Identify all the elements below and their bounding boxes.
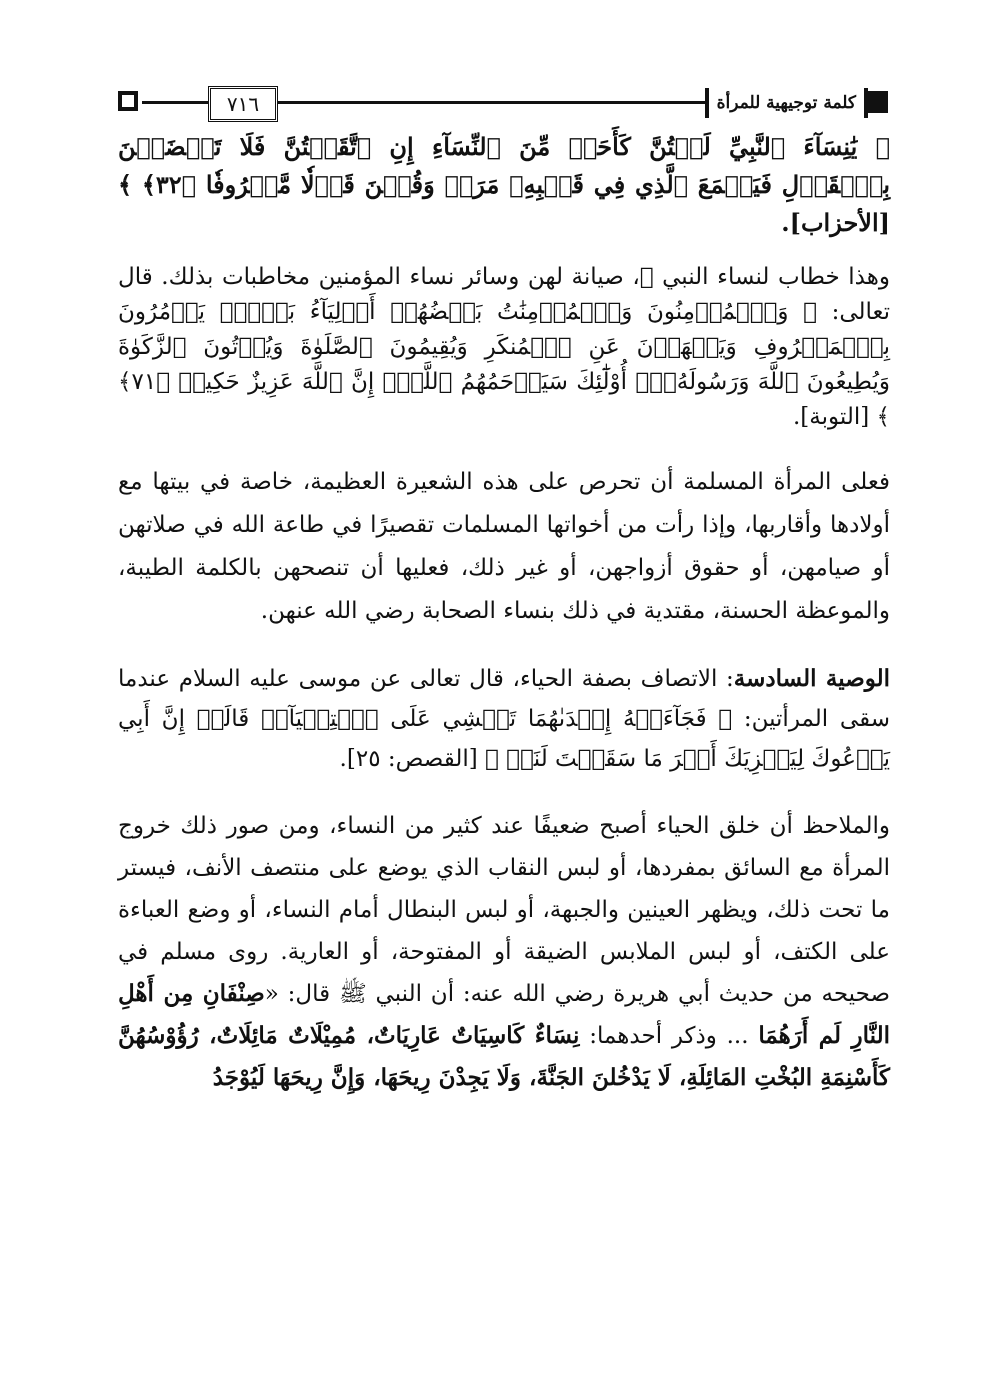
header-ornament <box>868 91 888 113</box>
section-heading: الوصية السادسة <box>733 665 891 692</box>
page-number: ٧١٦ <box>208 86 278 122</box>
text: ... وذكر أحدهما: <box>579 1023 759 1049</box>
hadith: نِسَاءٌ كَاسِيَاتٌ عَارِيَاتٌ، مُمِيْلَاتٌ مَائِلَاتٌ، رُؤُوْسُهُنَّ كَأَسْنِمَةِ البُخْتِ المَائِلَةِ، لَا يَدْخُلنَ الجَنَّةَ، وَلَا يَجِدْنَ رِيحَهَا، وَإِنَّ رِيحَهَا لَيُوْجَدُ <box>118 1022 890 1091</box>
page-body <box>118 128 890 1117</box>
quran-verse: ﴿ يَٰنِسَآءَ ٱلنَّبِيِّ لَسۡتُنَّ كَأَحَدٖ مِّنَ ٱلنِّسَآءِ إِنِ ٱتَّقَيۡتُنَّ فَلَا تَخۡضَعۡنَ بِٱلۡقَوۡلِ فَيَطۡمَعَ ٱلَّذِي فِي قَلۡبِهِۦ مَرَضٞ وَقُلۡنَ قَوۡلٗا مَّعۡرُوفٗا ﴿٣٢﴾ ﴾ [الأحزاب]. <box>118 132 890 237</box>
text: والملاحظ أن خلق الحياء أصبح ضعيفًا عند كثير من النساء، ومن صور ذلك خروج المرأة مع السائق بمفردها، أو لبس النقاب الذي يوضع على منتصف الأنف، فيستر ما تحت ذلك، ويظهر العينين والجبهة، أو لبس البنطال أمام النساء، أو وضع العباءة على الكتف، أو لبس الملابس الضيقة أو المفتوحة، أو العارية. روى مسلم في صحيحه من حديث أبي هريرة رضي الله عنه: أن النبي ﷺ قال: « <box>118 813 890 1007</box>
paragraph <box>118 659 890 779</box>
section-text: : الاتصاف بصفة الحياء، قال تعالى عن موسى عليه السلام عندما سقى المرأتين: ﴿ فَجَآءَتۡهُ إِحۡدَىٰهُمَا تَمۡشِي عَلَى ٱسۡتِحۡيَآءٖ قَالَتۡ إِنَّ أَبِي يَدۡعُوكَ لِيَجۡزِيَكَ أَجۡرَ مَا سَقَيۡتَ لَنَاۚ ﴾ [القصص: ٢٥]. <box>118 666 890 772</box>
paragraph: فعلى المرأة المسلمة أن تحرص على هذه الشعيرة العظيمة، خاصة في بيتها مع أولادها وأقاربها، وإذا رأت من أخواتها المسلمات تقصيرًا في طاعة الله في صلاتهن أو صيامهن، أو حقوق أزواجهن، أو غير ذلك، فعليها أن تنصحهن بالكلمة الطيبة، والموعظة الحسنة، مقتدية في ذلك بنساء الصحابة رضي الله عنهن. <box>118 469 890 624</box>
header-ornament <box>118 91 138 111</box>
hadith: صِنْفَانِ مِن أَهْلِ النَّارِ لَم أَرَهُمَا <box>118 980 890 1049</box>
running-title: كلمة توجيهية للمرأة <box>705 88 868 118</box>
paragraph: وهذا خطاب لنساء النبي ﷺ، صيانة لهن وسائر نساء المؤمنين مخاطبات بذلك. قال تعالى: ﴿ وَٱلۡمُؤۡمِنُونَ وَٱلۡمُؤۡمِنَٰتُ بَعۡضُهُمۡ أَوۡلِيَآءُ بَعۡضٖۚ يَأۡمُرُونَ بِٱلۡمَعۡرُوفِ وَيَنۡهَوۡنَ عَنِ ٱلۡمُنكَرِ وَيُقِيمُونَ ٱلصَّلَوٰةَ وَيُؤۡتُونَ ٱلزَّكَوٰةَ وَيُطِيعُونَ ٱللَّهَ وَرَسُولَهُۥٓۚ أُوْلَٰٓئِكَ سَيَرۡحَمُهُمُ ٱللَّهُۗ إِنَّ ٱللَّهَ عَزِيزٌ حَكِيمٞ ﴿٧١﴾ ﴾ [التوبة]. <box>118 264 890 430</box>
page-header <box>118 88 888 118</box>
paragraph <box>118 805 890 1099</box>
